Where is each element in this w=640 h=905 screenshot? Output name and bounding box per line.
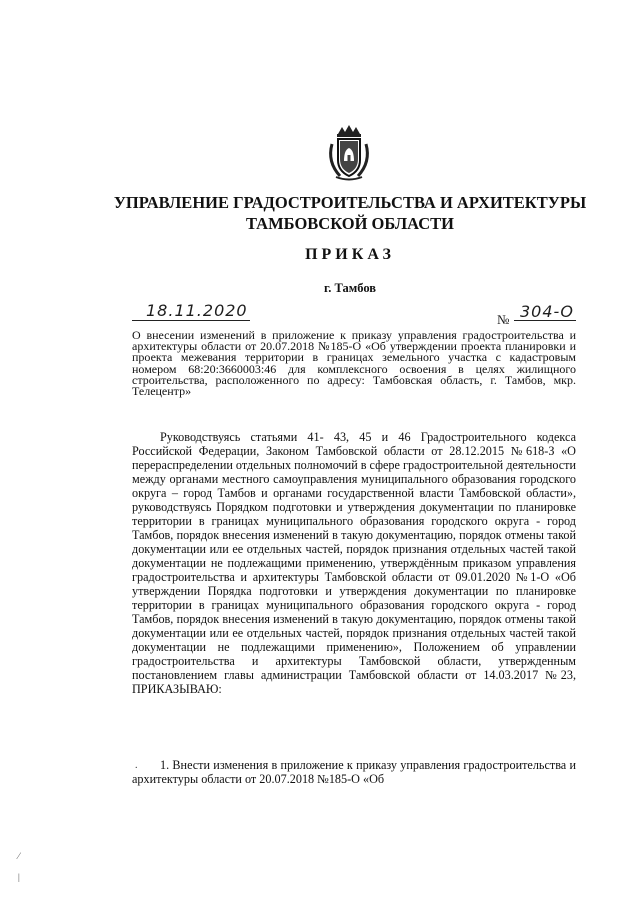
- number-underline: [514, 320, 576, 321]
- margin-tick-mark: .: [135, 760, 138, 771]
- margin-scan-mark: ⁄: [18, 851, 20, 861]
- order-item-1: 1. Внести изменения в приложение к приказу управления градостроительства и архитектуры области от 20.07.2018 №185-О «Об: [132, 758, 576, 786]
- order-preamble: Руководствуясь статьями 41- 43, 45 и 46 Градостроительного кодекса Российской Федерации, Законом Тамбовской области от 28.12.2015 №618-З «О перераспределении отдельных полномочий в сфере градостроительной деятельности между органами местного самоуправления муниципального образования городского округа – город Тамбов и органами государственной власти Тамбовской области», руководствуясь Порядком подготовки и утверждения документации по планировке территории в границах муниципального образования городского округа - город Тамбов, порядок внесения изменений в такую документацию, порядок отмены такой документации или ее отдельных частей, порядок признания отдельных частей такой документации не подлежащими применению, утверждённым приказом управления градостроительства и архитектуры Тамбовской области от 09.01.2020 №1-О «Об утверждении Порядка подготовки и утверждения документации по планировке территории в границах муниципального образования городского округа - город Тамбов, порядок внесения изменений в такую документацию, порядок отмены такой документации или ее отдельных частей, порядок признания отдельных частей такой документации не подлежащими применению», Положением об управлении градостроительства и архитектуры Тамбовской области, утвержденным постановлением главы администрации Тамбовской области от 14.03.2017 №23, ПРИКАЗЫВАЮ:: [132, 430, 576, 696]
- handwritten-number: 304-О: [520, 302, 574, 321]
- organization-name-line2: ТАМБОВСКОЙ ОБЛАСТИ: [245, 214, 455, 233]
- tambov-coat-of-arms-icon: [324, 124, 374, 182]
- date-underline: [132, 320, 250, 321]
- organization-name-line1: УПРАВЛЕНИЕ ГРАДОСТРОИТЕЛЬСТВА И АРХИТЕКТУРЫ: [113, 193, 587, 212]
- number-label: №: [497, 312, 510, 327]
- order-subject: О внесении изменений в приложение к приказу управления градостроительства и архитектуры области от 20.07.2018 №185-О «Об утверждении проекта планировки и проекта межевания территории в границах земельного участка с кадастровым номером 68:20:3660003:46 для комплексного освоения в целях жилищного строительства, расположенного по адресу: Тамбовская область, г. Тамбов, мкр. Телецентр»: [132, 328, 576, 399]
- margin-scan-mark: |: [18, 872, 20, 882]
- document-city: г. Тамбов: [323, 281, 377, 295]
- document-type: ПРИКАЗ: [305, 246, 395, 263]
- handwritten-date: 18.11.2020: [146, 301, 248, 320]
